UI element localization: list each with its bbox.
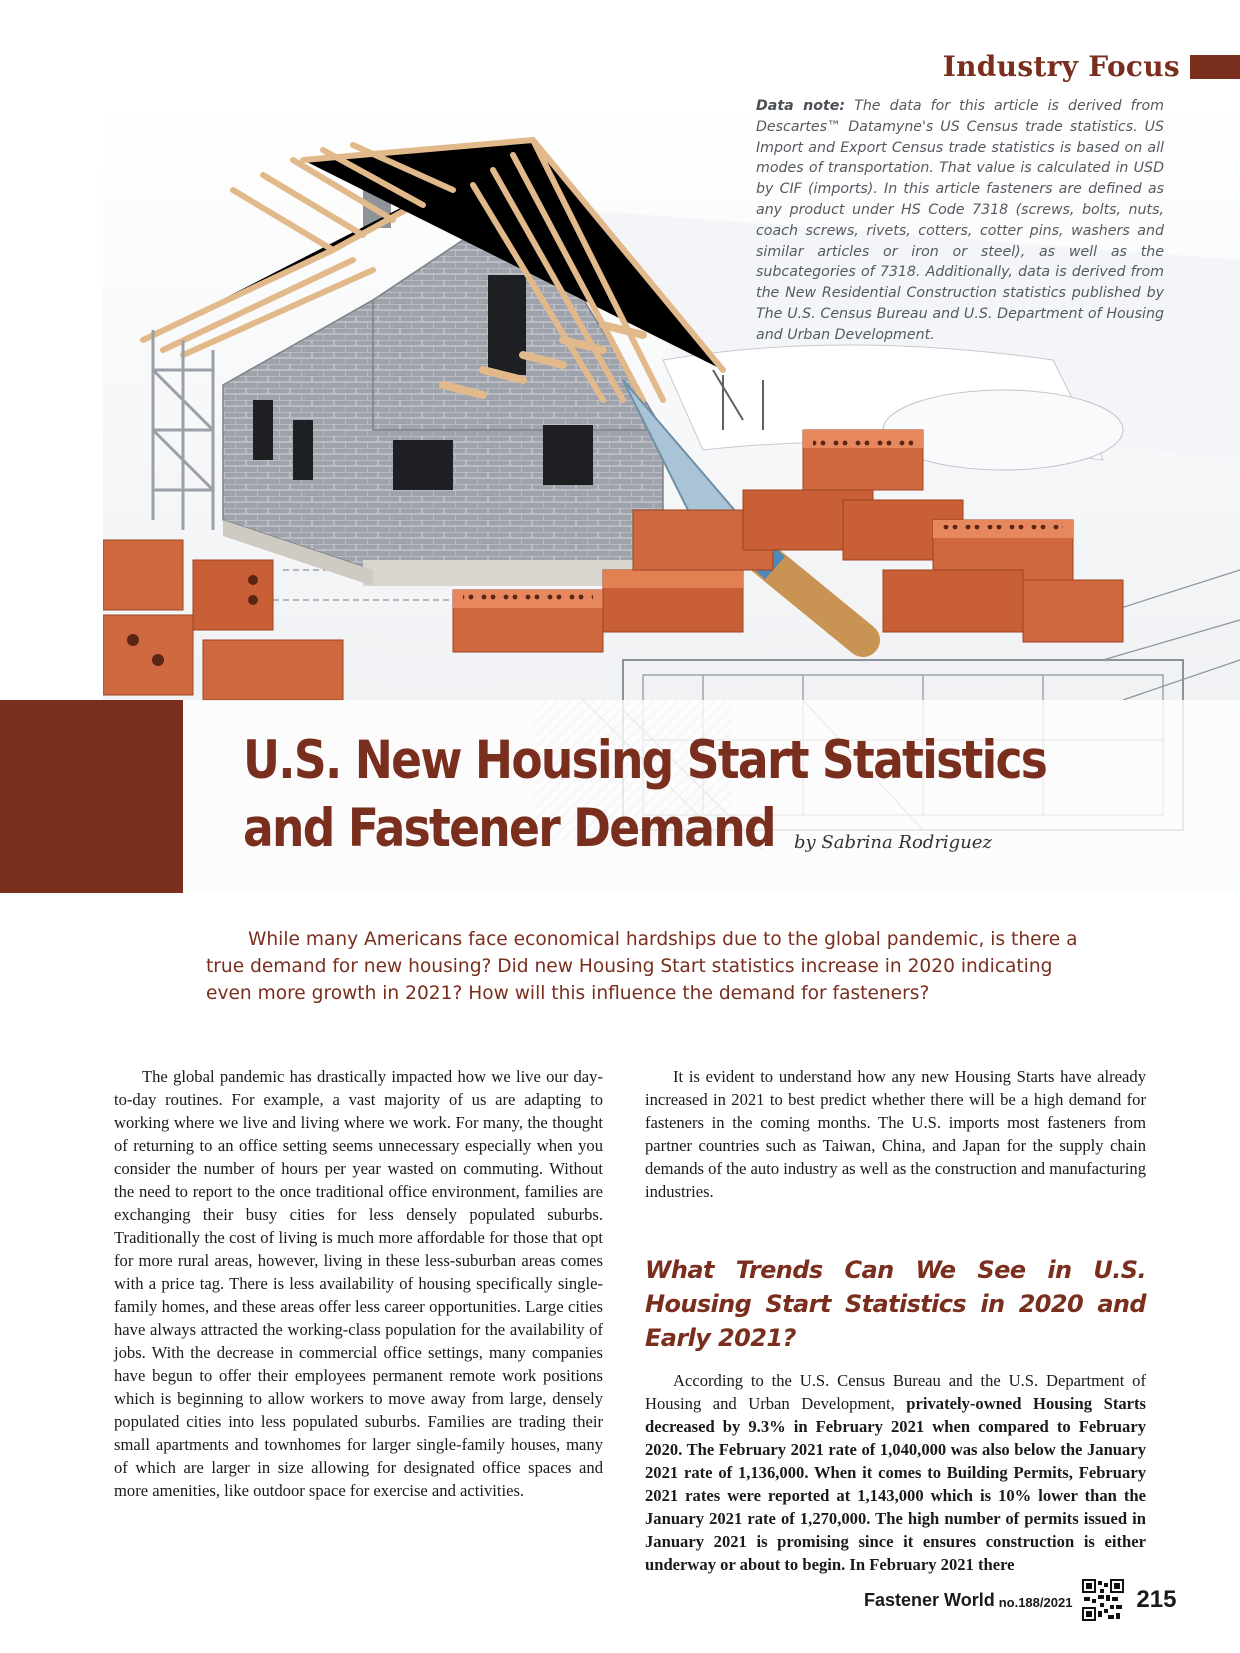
- data-note: [756, 96, 1164, 346]
- title-line-2: and Fastener Demand: [243, 798, 775, 859]
- issue-number: no.188/2021: [998, 1594, 1073, 1610]
- page-number: 215: [1136, 1586, 1177, 1613]
- section-accent-bar: [1190, 55, 1240, 79]
- page-footer: [864, 1578, 1176, 1622]
- body-text: According to the U.S. Census Bureau and the U.S. Department of Housing and Urban Development,: [645, 1371, 1146, 1413]
- data-note-text: The data for this article is derived from Descartes™ Datamyne's US Census trade statistics. US Import and Export Census trade statistics is based on all modes of transportation. That value is calculated in USD by CIF (imports). In this article fasteners are defined as any product under HS Code 7318 (screws, bolts, nuts, coach screws, rivets, cotters, cotter pins, washers and similar articles or iron or steel), as well as the subcategories of 7318. Additionally, data is derived from the New Residential Construction statistics published by The U.S. Census Bureau and U.S. Department of Housing and Urban Development.: [756, 98, 1164, 343]
- body-paragraph: [645, 1369, 1146, 1576]
- qr-code-icon: [1082, 1579, 1124, 1621]
- title-line-1: U.S. New Housing Start Statistics: [243, 730, 1047, 791]
- data-note-label: Data note:: [756, 98, 846, 114]
- column-left: [114, 1065, 603, 1502]
- body-paragraph: The global pandemic has drastically impacted how we live our day-to-day routines. For example, a vast majority of us are adapting to working where we live and living where we work. For many, the thought of returning to an office setting seems unnecessary especially when you consider the number of hours per year wasted on commuting. Without the need to report to the once traditional office environment, families are exchanging their busy cities for less densely populated suburbs. Traditionally the cost of living is much more affordable for those that opt for more rural areas, however, living in these less-suburban areas comes with a price tag. There is less availability of housing specifically single-family homes, and these areas offer less career opportunities. Large cities have always attracted the working-class population for the availability of jobs. With the decrease in commercial office settings, many companies have begun to offer their employees permanent remote work positions which is beginning to allow workers to move away from large, densely populated cities into less populated suburbs. Families are trading their small apartments and townhomes for larger single-family houses, many of which are larger in size allowing for designated office spaces and more amenities, like outdoor space for exercise and activities.: [114, 1067, 603, 1500]
- column-right: [645, 1065, 1146, 1576]
- body-paragraph: It is evident to understand how any new Housing Starts have already increased in 2021 to best predict whether there will be a high demand for fasteners in the coming months. The U.S. imports most fasteners from partner countries such as Taiwan, China, and Japan for the supply chain demands of the auto industry as well as the construction and manufacturing industries.: [645, 1067, 1146, 1201]
- body-text-bold: privately-owned Housing Starts decreased by 9.3% in February 2021 when compared to February 2020. The February 2021 rate of 1,040,000 was also below the January 2021 rate of 1,136,000. When it comes to Building Permits, February 2021 rates were reported at 1,143,000 which is 10% lower than the January 2021 rate of 1,270,000. The high number of permits issued in January 2021 is promising since it ensures construction is either underway or about to begin. In February 2021 there: [645, 1394, 1146, 1574]
- lead-paragraph: While many Americans face economical hardships due to the global pandemic, is there a true demand for new housing? Did new Housing Start statistics increase in 2020 indicating even more growth in 2021? How will this influence the demand for fasteners?: [206, 929, 1078, 1004]
- publication-name: Fastener World: [864, 1589, 995, 1610]
- section-label: Industry Focus: [942, 50, 1180, 83]
- section-heading: What Trends Can We See in U.S. Housing Start Statistics in 2020 and Early 2021?: [645, 1256, 1146, 1352]
- byline: by Sabrina Rodriguez: [794, 832, 992, 853]
- title-accent-block: [0, 700, 183, 893]
- scaffold: [153, 330, 213, 530]
